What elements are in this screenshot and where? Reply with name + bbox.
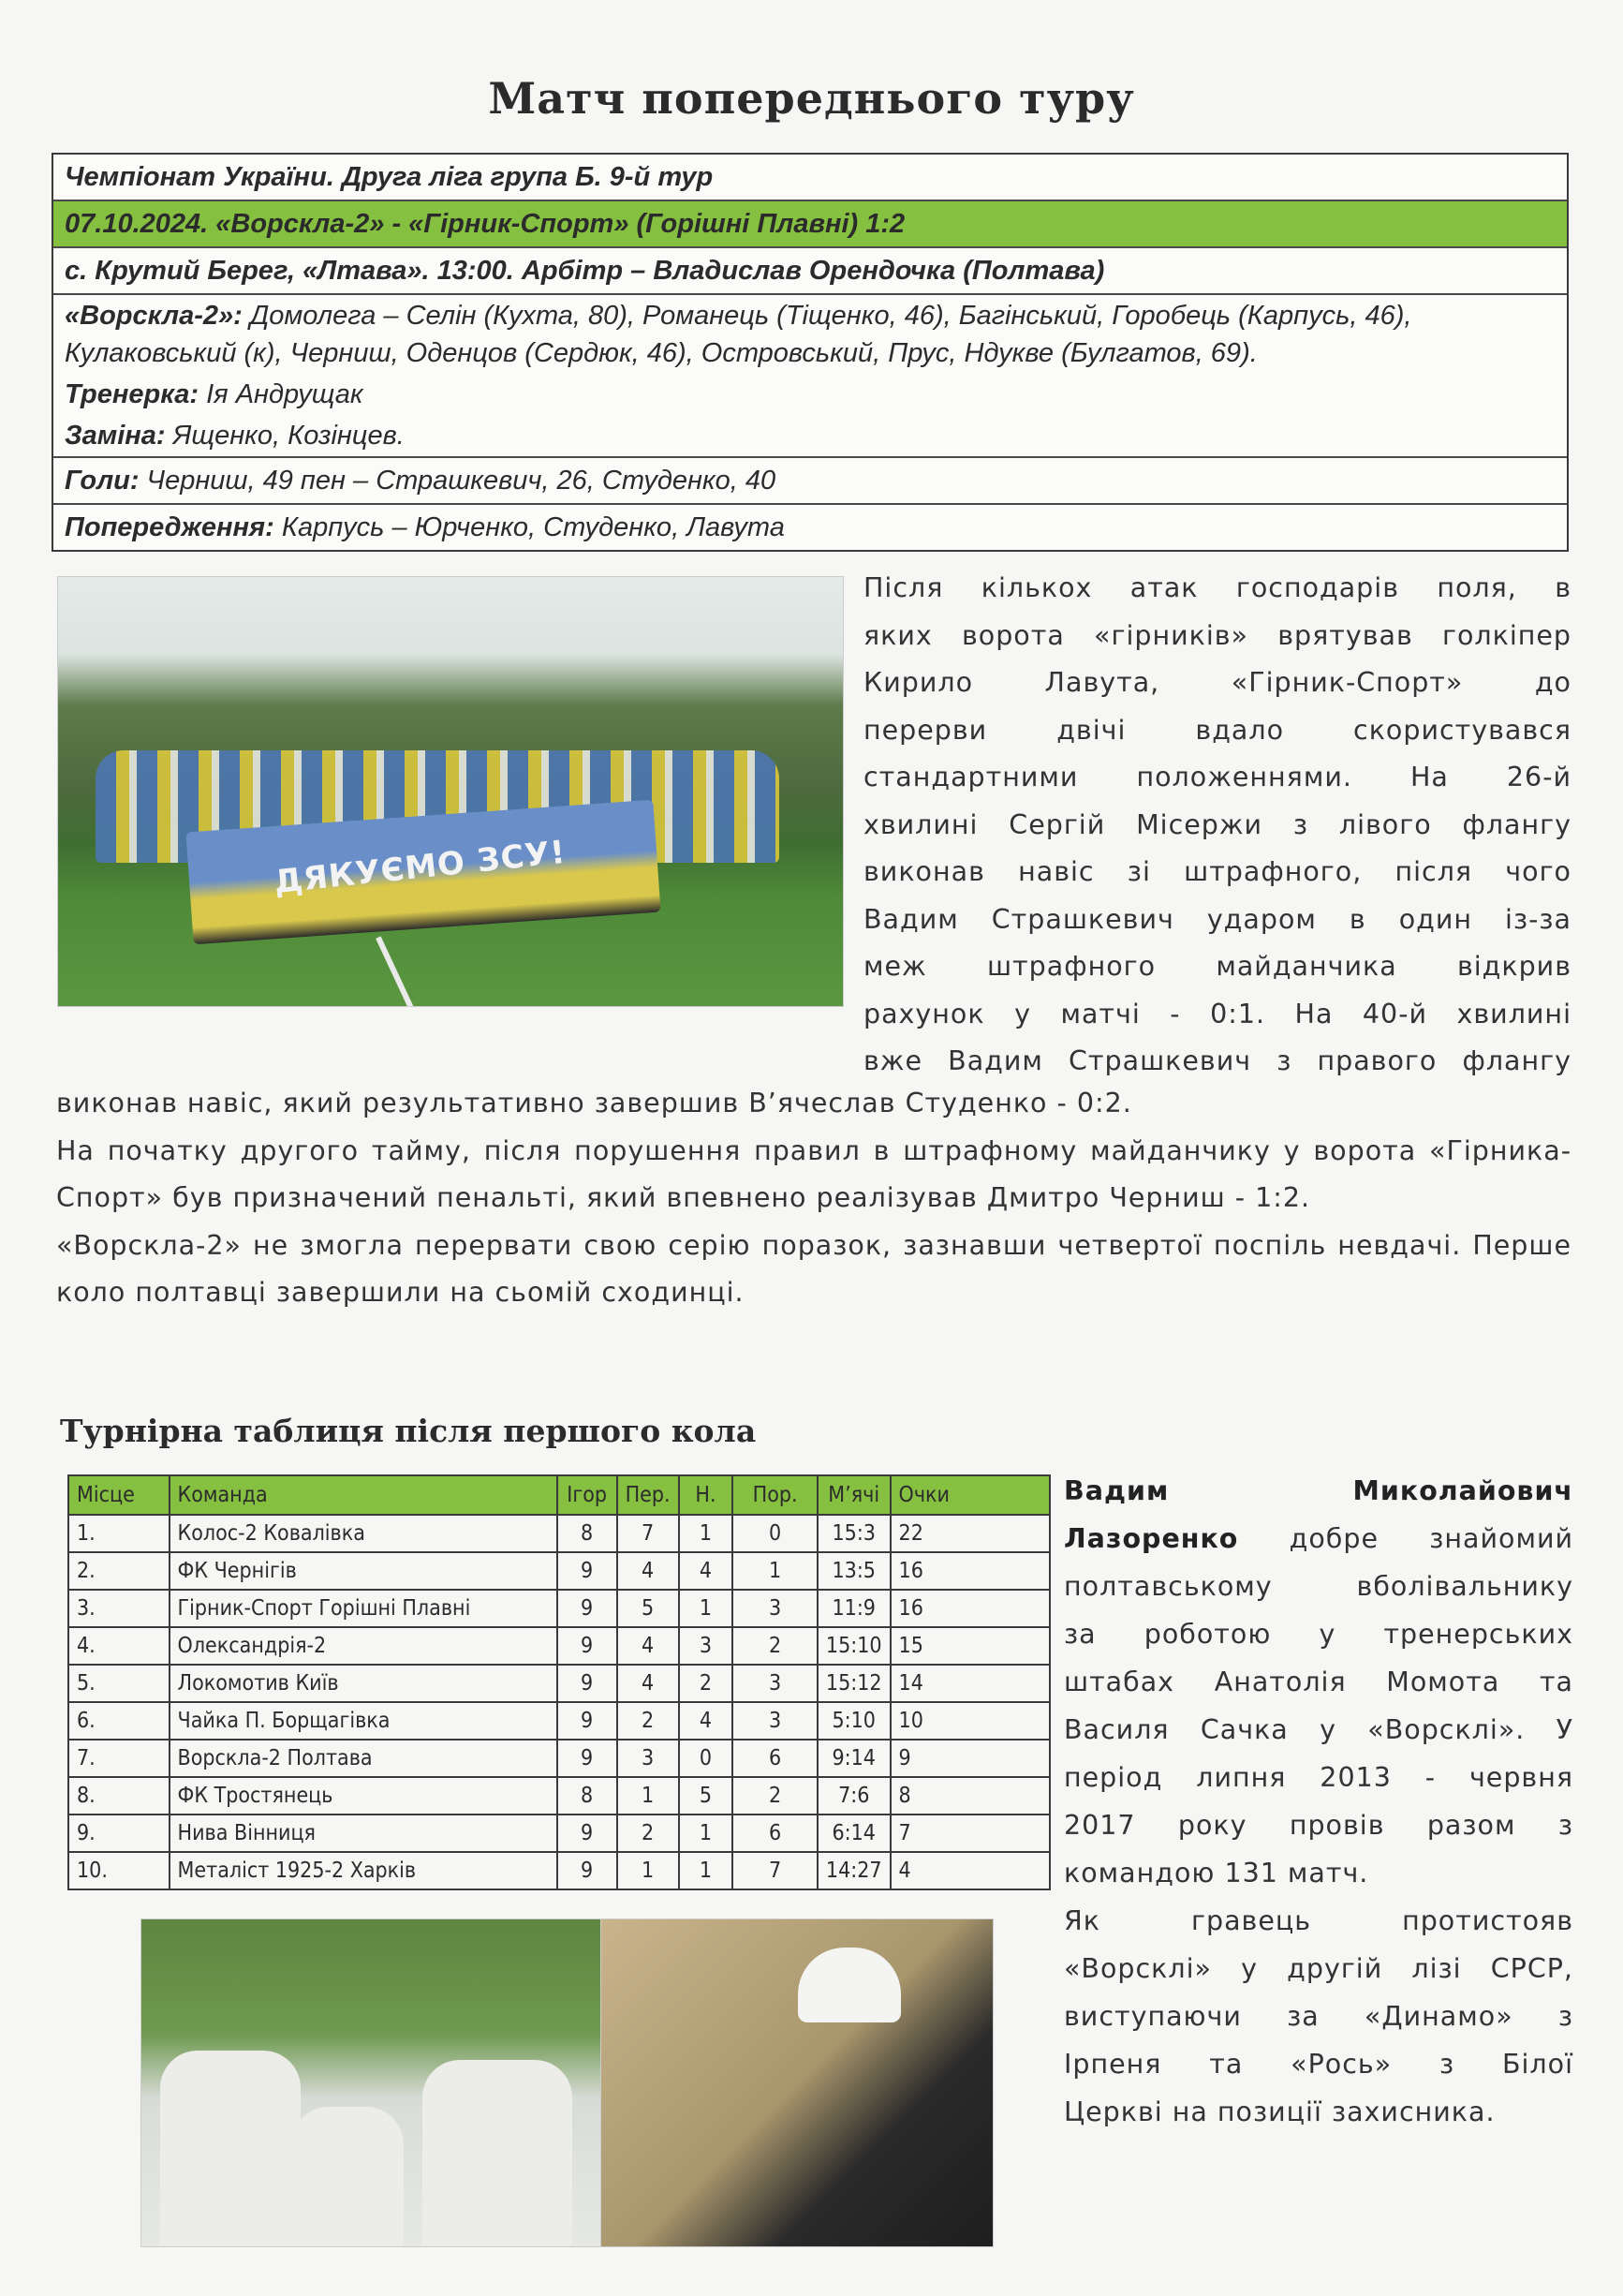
cell-wins: 2 [617, 1702, 679, 1740]
match-info-box [52, 153, 1569, 552]
cell-team: Чайка П. Борщагівка [170, 1702, 557, 1740]
bio-name-line-1: Вадим Миколайович [1064, 1475, 1573, 1506]
goals-row: Голи: Черниш, 49 пен – Страшкевич, 26, Студенко, 40 [53, 458, 1567, 505]
cell-wins: 1 [617, 1777, 679, 1815]
cell-place: 1. [68, 1515, 170, 1552]
article-p1-end: виконав навіс, який результативно завершив В’ячеслав Студенко - 0:2. [56, 1088, 1132, 1118]
cell-games: 9 [557, 1627, 617, 1665]
cell-place: 8. [68, 1777, 170, 1815]
pitch-line [376, 936, 421, 1007]
cell-draws: 0 [679, 1740, 733, 1777]
bio-name-line-2: Лазоренко [1064, 1523, 1239, 1554]
table-row [68, 1552, 1050, 1590]
article-line: Вадим Страшкевич ударом в один із-за [863, 903, 1571, 935]
cell-place: 9. [68, 1815, 170, 1852]
cell-place: 3. [68, 1590, 170, 1627]
cell-points: 16 [891, 1552, 1050, 1590]
cell-points: 14 [891, 1665, 1050, 1702]
cell-team: Ворскла-2 Полтава [170, 1740, 557, 1777]
cell-games: 9 [557, 1590, 617, 1627]
lineup-text-1: Домолега – Селін (Кухта, 80), Романець (Тіщенко, 46), Багінський, Горобець (Карпусь, 46), [242, 301, 1412, 331]
cell-place: 5. [68, 1665, 170, 1702]
cell-losses: 3 [732, 1590, 818, 1627]
cell-team: Металіст 1925-2 Харків [170, 1852, 557, 1889]
cell-points: 9 [891, 1740, 1050, 1777]
table-row [68, 1515, 1050, 1552]
bio-line: штабах Анатолія Момота та [1064, 1666, 1573, 1697]
cell-losses: 7 [732, 1852, 818, 1889]
cell-team: Локомотив Київ [170, 1665, 557, 1702]
subs-row: Заміна: Ященко, Козінцев. [53, 415, 1567, 458]
cell-place: 2. [68, 1552, 170, 1590]
banner-text: ДЯКУЄМО ЗСУ! [272, 833, 568, 902]
cell-goals: 9:14 [818, 1740, 891, 1777]
col-draws: Н. [679, 1475, 733, 1515]
coach-figure [291, 2107, 404, 2247]
cell-draws: 5 [679, 1777, 733, 1815]
competition-row: Чемпіонат України. Друга ліга група Б. 9-й тур [53, 155, 1567, 201]
cell-wins: 7 [617, 1515, 679, 1552]
article-line: Після кількох атак господарів поля, в [863, 572, 1571, 603]
cell-games: 9 [557, 1852, 617, 1889]
cell-losses: 2 [732, 1627, 818, 1665]
col-goals: М’ячі [818, 1475, 891, 1515]
col-losses: Пор. [732, 1475, 818, 1515]
cell-wins: 1 [617, 1852, 679, 1889]
cell-games: 9 [557, 1665, 617, 1702]
cell-place: 7. [68, 1740, 170, 1777]
cell-games: 8 [557, 1515, 617, 1552]
cell-draws: 4 [679, 1702, 733, 1740]
coaches-photo [140, 1918, 601, 2247]
col-wins: Пер. [617, 1475, 679, 1515]
cell-wins: 3 [617, 1740, 679, 1777]
cell-team: Нива Вінниця [170, 1815, 557, 1852]
cell-place: 4. [68, 1627, 170, 1665]
bio-line: командою 131 матч. [1064, 1858, 1369, 1889]
lineup-row [53, 295, 1567, 374]
table-row [68, 1740, 1050, 1777]
bio-line: за роботою у тренерських [1064, 1619, 1573, 1650]
article-line: вже Вадим Страшкевич з правого флангу [863, 1045, 1571, 1076]
bio-line: Василя Сачка у «Ворсклі». У [1064, 1714, 1573, 1745]
cell-goals: 13:5 [818, 1552, 891, 1590]
cell-points: 7 [891, 1815, 1050, 1852]
cell-draws: 4 [679, 1552, 733, 1590]
coach-figure [422, 2060, 572, 2247]
cell-wins: 4 [617, 1627, 679, 1665]
cell-goals: 15:10 [818, 1627, 891, 1665]
article-line: меж штрафного майданчика відкрив [863, 951, 1571, 982]
col-games: Ігор [557, 1475, 617, 1515]
cell-goals: 6:14 [818, 1815, 891, 1852]
table-header-row [68, 1475, 1050, 1515]
article-full-width [56, 1080, 1571, 1317]
cell-games: 9 [557, 1552, 617, 1590]
cell-goals: 15:12 [818, 1665, 891, 1702]
col-place: Місце [68, 1475, 170, 1515]
result-row: 07.10.2024. «Ворскла-2» - «Гірник-Спорт» (Горішні Плавні) 1:2 [53, 201, 1567, 248]
table-row [68, 1777, 1050, 1815]
standings-title: Турнірна таблиця після першого кола [60, 1413, 757, 1449]
table-row [68, 1590, 1050, 1627]
coach-figure [160, 2051, 301, 2247]
article-line: яких ворота «гірників» врятував голкіпер [863, 619, 1571, 651]
bio-line: 2017 року провів разом з [1064, 1810, 1573, 1841]
cell-place: 6. [68, 1702, 170, 1740]
cell-goals: 11:9 [818, 1590, 891, 1627]
lineup-label: «Ворскла-2»: [65, 301, 243, 331]
table-row [68, 1665, 1050, 1702]
bio-line: Як гравець протистояв [1064, 1905, 1573, 1936]
lazorenko-photo [600, 1918, 994, 2247]
cell-losses: 3 [732, 1665, 818, 1702]
col-points: Очки [891, 1475, 1050, 1515]
cards-row: Попередження: Карпусь – Юрченко, Студенко, Лавута [65, 512, 785, 542]
cell-points: 4 [891, 1852, 1050, 1889]
table-row [68, 1815, 1050, 1852]
table-row [68, 1627, 1050, 1665]
article-line: стандартними положеннями. На 26-й [863, 762, 1571, 792]
col-team: Команда [170, 1475, 557, 1515]
article-p3: «Ворскла-2» не змогла перервати свою серію поразок, зазнавши четвертої поспіль невдачі. Перше коло полтавці завершили на сьомій сходинці. [56, 1229, 1571, 1308]
cell-goals: 15:3 [818, 1515, 891, 1552]
bio-line: виступаючи за «Динамо» з [1064, 2001, 1573, 2032]
cell-draws: 1 [679, 1515, 733, 1552]
bio-line: Ірпеня та «Рось» з Білої [1064, 2049, 1573, 2080]
cell-team: Олександрія-2 [170, 1627, 557, 1665]
cell-draws: 2 [679, 1665, 733, 1702]
cell-losses: 1 [732, 1552, 818, 1590]
cell-losses: 2 [732, 1777, 818, 1815]
cell-points: 10 [891, 1702, 1050, 1740]
cell-team: ФК Чернігів [170, 1552, 557, 1590]
cell-games: 9 [557, 1702, 617, 1740]
cell-draws: 1 [679, 1590, 733, 1627]
article-column-right [863, 565, 1571, 1086]
cell-draws: 1 [679, 1852, 733, 1889]
cell-wins: 2 [617, 1815, 679, 1852]
cell-team: Гірник-Спорт Горішні Плавні [170, 1590, 557, 1627]
cell-losses: 3 [732, 1702, 818, 1740]
cell-points: 16 [891, 1590, 1050, 1627]
cell-draws: 3 [679, 1627, 733, 1665]
standings-table [67, 1474, 1051, 1890]
article-p2: На початку другого тайму, після порушення правил в штрафному майданчику у ворота «Гірника-Спорт» був призначений пенальті, який впевнено реалізував Дмитро Черниш - 1:2. [56, 1134, 1571, 1213]
lineup-text-2: Кулаковський (к), Черниш, Оденцов (Сердюк, 46), Островський, Прус, Ндукве (Булгатов, 69). [65, 338, 1258, 368]
bio-line: Церкві на позиції захисника. [1064, 2096, 1496, 2127]
cell-place: 10. [68, 1852, 170, 1889]
cell-losses: 6 [732, 1740, 818, 1777]
bio-line: період липня 2013 - червня [1064, 1762, 1573, 1793]
cell-draws: 1 [679, 1815, 733, 1852]
bio-column [1064, 1467, 1573, 2136]
table-row [68, 1702, 1050, 1740]
article-line: Кирило Лавута, «Гірник-Спорт» до [863, 667, 1571, 698]
cell-wins: 4 [617, 1552, 679, 1590]
article-line: рахунок у матчі - 0:1. На 40-й хвилині [863, 998, 1571, 1029]
bio-line: «Ворсклі» у другій лізі СРСР, [1064, 1953, 1573, 1984]
article-line: виконав навіс зі штрафного, після чого [863, 856, 1571, 887]
team-photo [57, 576, 844, 1007]
cell-goals: 14:27 [818, 1852, 891, 1889]
bio-line: полтавському вболівальнику [1064, 1571, 1573, 1602]
cell-losses: 0 [732, 1515, 818, 1552]
page-title: Матч попереднього туру [488, 73, 1135, 124]
article-line: хвилині Сергій Місержи з лівого флангу [863, 808, 1571, 840]
article-line: перерви двічі вдало скористувався [863, 714, 1571, 746]
cell-games: 8 [557, 1777, 617, 1815]
venue-row: с. Крутий Берег, «Лтава». 13:00. Арбітр – Владислав Орендочка (Полтава) [53, 248, 1567, 295]
coach-row: Тренерка: Ія Андрущак [65, 379, 363, 409]
cell-games: 9 [557, 1815, 617, 1852]
table-row [68, 1852, 1050, 1889]
cell-points: 15 [891, 1627, 1050, 1665]
cell-points: 22 [891, 1515, 1050, 1552]
cell-goals: 5:10 [818, 1702, 891, 1740]
cell-points: 8 [891, 1777, 1050, 1815]
cell-goals: 7:6 [818, 1777, 891, 1815]
cell-games: 9 [557, 1740, 617, 1777]
cell-team: Колос-2 Ковалівка [170, 1515, 557, 1552]
bio-line: Лазоренко добре знайомий [1064, 1523, 1573, 1554]
white-cap [798, 1948, 901, 2022]
cell-wins: 4 [617, 1665, 679, 1702]
cell-team: ФК Тростянець [170, 1777, 557, 1815]
cell-losses: 6 [732, 1815, 818, 1852]
cell-wins: 5 [617, 1590, 679, 1627]
